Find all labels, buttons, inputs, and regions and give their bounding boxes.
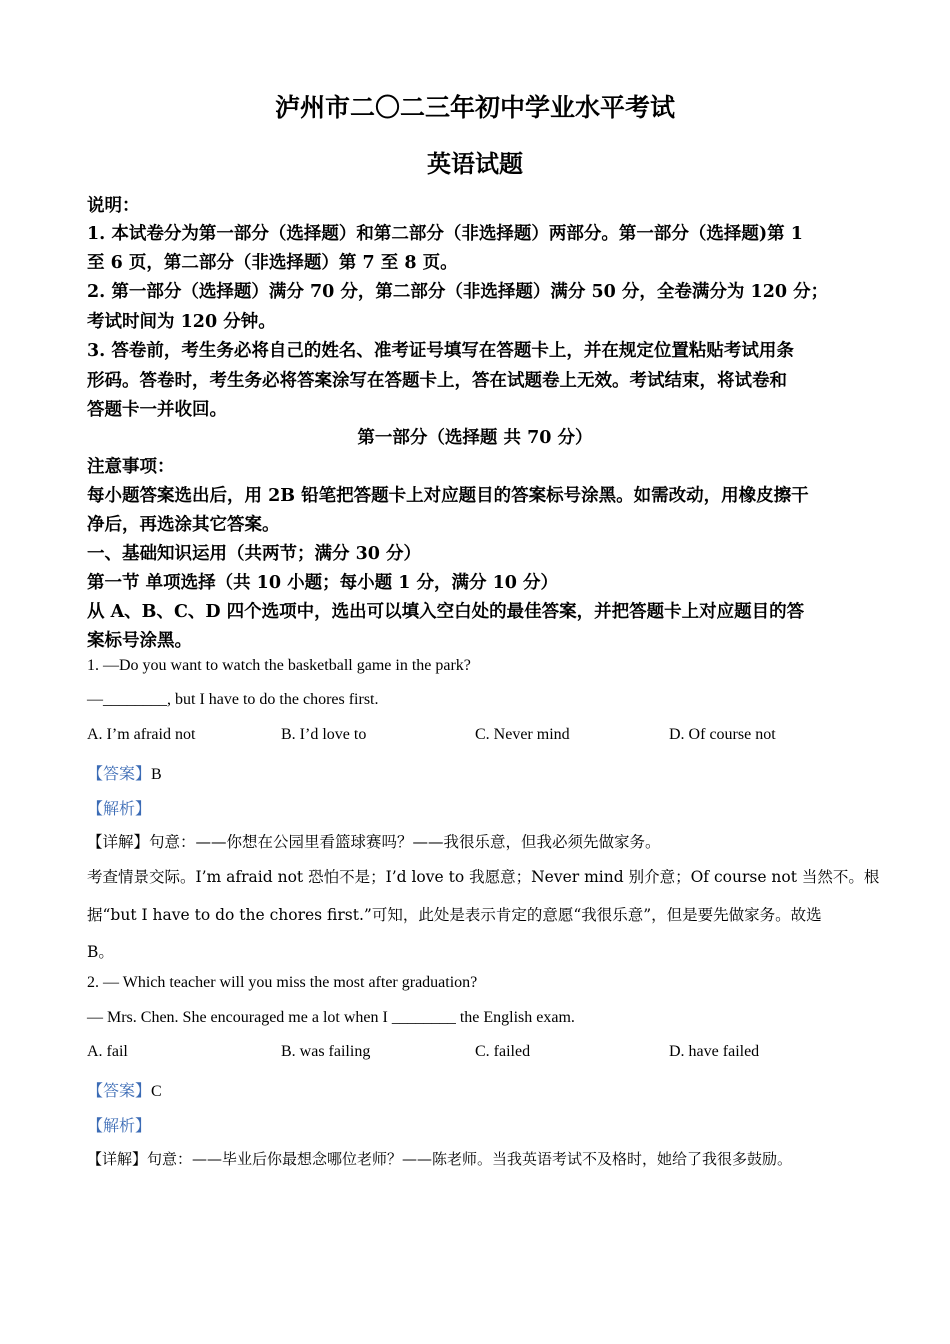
direction-line: 案标号涂黑。 [87, 631, 192, 651]
instruction-line: 3. 答卷前，考生务必将自己的姓名、准考证号填写在答题卡上，并在规定位置粘贴考试用条 [87, 341, 794, 361]
answer-value: B [151, 766, 162, 783]
question-stem: 2. — Which teacher will you miss the most after graduation? [87, 974, 478, 991]
detail-label: 【详解】 [87, 833, 150, 851]
option-d: D. have failed [669, 1043, 760, 1060]
exam-subtitle: 英语试题 [427, 149, 523, 178]
instruction-line: 至 6 页，第二部分（非选择题）第 7 至 8 页。 [87, 253, 458, 273]
answer-value: C [151, 1083, 162, 1100]
part1-heading: 第一部分（选择题 共 70 分） [357, 428, 593, 448]
detail-line [87, 830, 661, 852]
option-d: D. Of course not [669, 726, 776, 743]
detail-text: 句意：——你想在公园里看篮球赛吗？——我很乐意，但我必须先做家务。 [149, 833, 661, 851]
question-stem-response: — Mrs. Chen. She encouraged me a lot when I ________ the English exam. [87, 1009, 575, 1026]
instruction-line: 2. 第一部分（选择题）满分 70 分，第二部分（非选择题）满分 50 分，全卷满分为 120 分； [87, 282, 829, 302]
explanation-line: B。 [87, 943, 114, 961]
option-a: A. fail [87, 1043, 128, 1060]
exam-title: 泸州市二〇二三年初中学业水平考试 [274, 93, 675, 122]
detail-line [87, 1148, 792, 1169]
answer-label: 【答案】 [87, 1083, 152, 1100]
detail-label: 【详解】 [87, 1150, 148, 1168]
instruction-line: 考试时间为 120 分钟。 [87, 312, 276, 332]
question-stem-response: —________, but I have to do the chores first. [87, 691, 379, 708]
notice-line: 净后，再选涂其它答案。 [87, 515, 280, 535]
subsection-heading: 第一节 单项选择（共 10 小题；每小题 1 分，满分 10 分） [87, 573, 559, 593]
explanation-line: 考查情景交际。I’m afraid not 恐怕不是；I’d love to 我愿意；Never mind 别介意；Of course not 当然不。根 [87, 868, 880, 886]
analysis-label: 【解析】 [87, 1118, 152, 1135]
answer-line [87, 1078, 162, 1101]
option-c: C. Never mind [475, 726, 570, 743]
explanation-line: 据“but I have to do the chores first.”可知，此处是表示肯定的意愿“我很乐意”，但是要先做家务。故选 [87, 906, 822, 924]
option-b: B. was failing [281, 1043, 371, 1060]
detail-text: 句意：——毕业后你最想念哪位老师？——陈老师。当我英语考试不及格时，她给了我很多鼓励。 [147, 1150, 793, 1168]
direction-line: 从 A、B、C、D 四个选项中，选出可以填入空白处的最佳答案，并把答题卡上对应题目的答 [87, 602, 805, 622]
section-heading: 一、基础知识运用（共两节；满分 30 分） [87, 544, 422, 564]
notice-line: 每小题答案选出后，用 2B 铅笔把答题卡上对应题目的答案标号涂黑。如需改动，用橡皮擦干 [87, 486, 809, 506]
option-a: A. I’m afraid not [87, 726, 196, 743]
instruction-line: 答题卡一并收回。 [87, 400, 227, 420]
analysis-label: 【解析】 [87, 801, 152, 818]
option-b: B. I’d love to [281, 726, 367, 743]
notice-heading: 注意事项： [87, 457, 175, 477]
option-c: C. failed [475, 1043, 531, 1060]
answer-line [87, 761, 162, 784]
instruction-line: 形码。答卷时，考生务必将答案涂写在答题卡上，答在试题卷上无效。考试结束，将试卷和 [87, 371, 787, 391]
question-stem: 1. —Do you want to watch the basketball game in the park? [87, 657, 471, 674]
answer-label: 【答案】 [87, 766, 152, 783]
instructions-heading: 说明： [87, 196, 140, 216]
instruction-line: 1. 本试卷分为第一部分（选择题）和第二部分（非选择题）两部分。第一部分（选择题)第 1 [87, 224, 803, 244]
